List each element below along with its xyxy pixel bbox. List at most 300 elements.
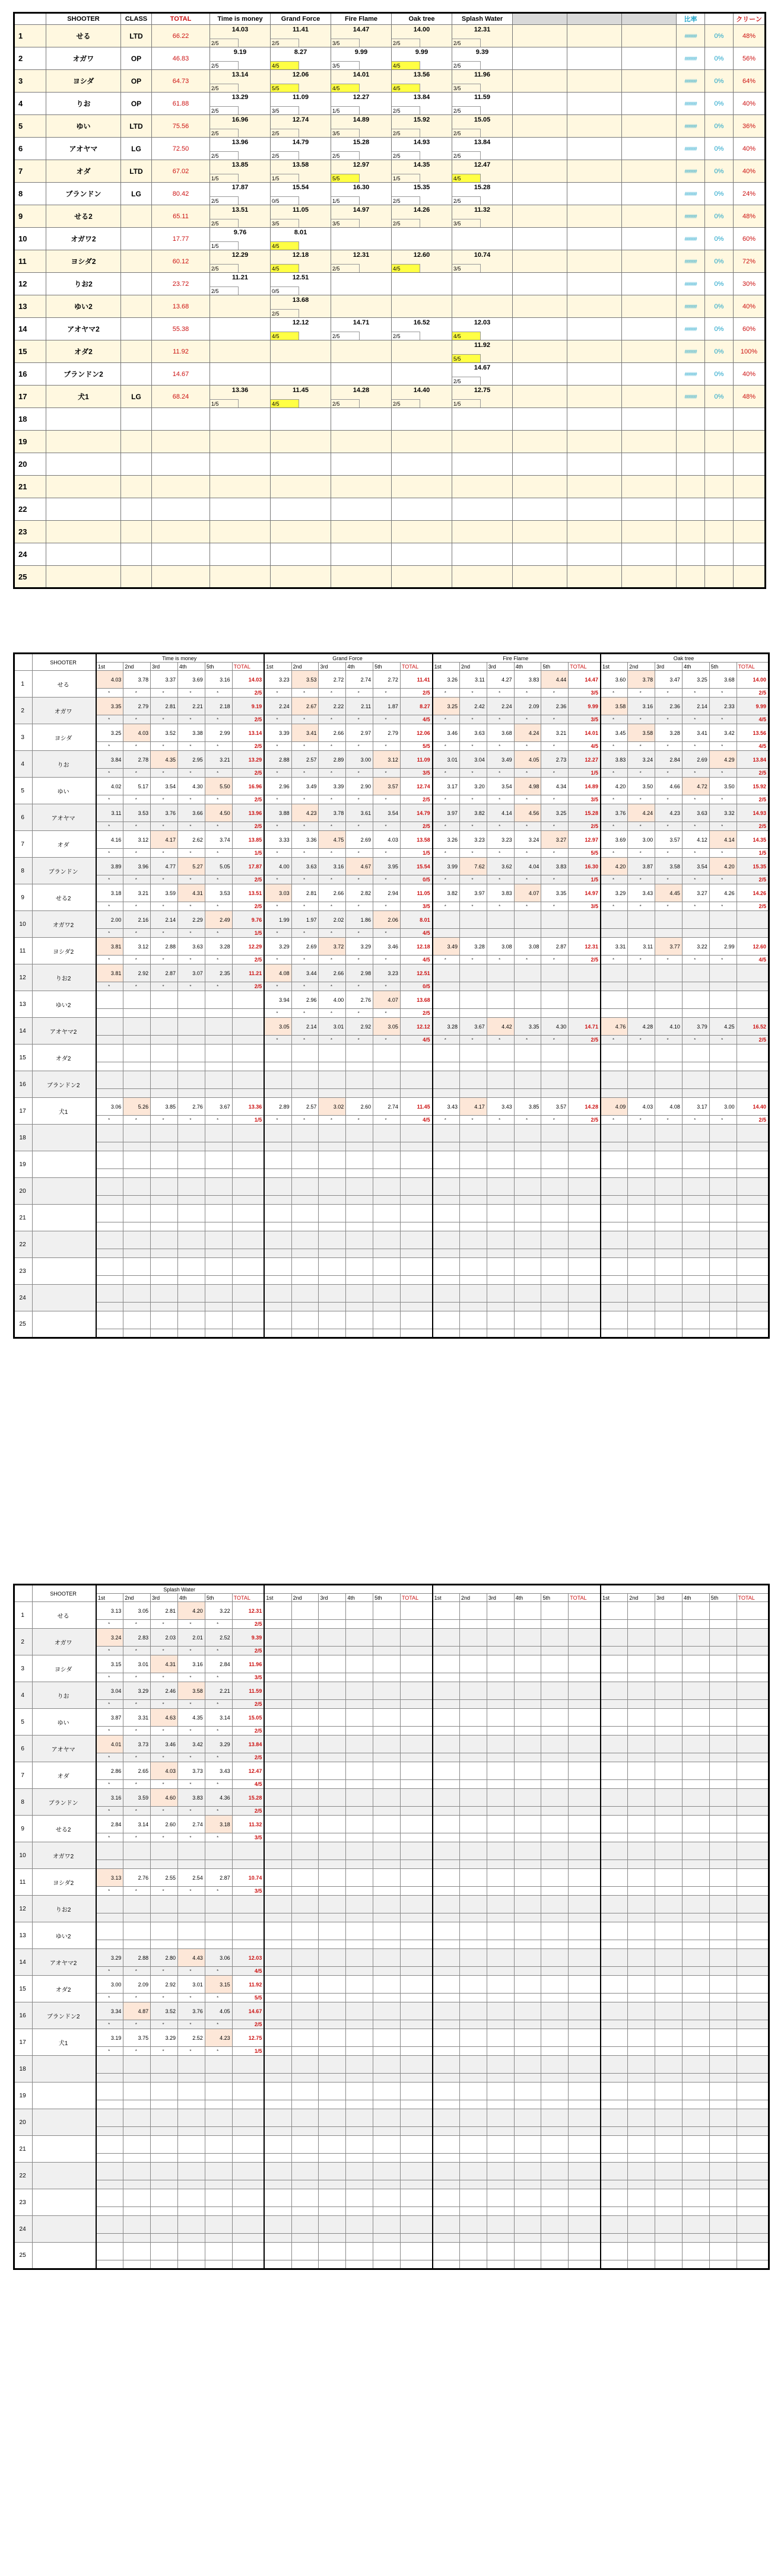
shot-marker [373, 2154, 401, 2163]
shot-time: 2.92 [346, 1018, 373, 1036]
shot-marker [459, 1062, 487, 1071]
shot-marker: * [319, 769, 346, 778]
stage-total [569, 2163, 601, 2180]
shot-marker: * [123, 1807, 151, 1816]
shot-time: 2.79 [123, 698, 151, 715]
shot-time [487, 1311, 514, 1329]
stage-rank: 2/5 [232, 1807, 264, 1816]
shot-time [541, 2243, 569, 2260]
shot-time [601, 1869, 628, 1887]
shot-marker [319, 1222, 346, 1231]
stage-rank [569, 2047, 601, 2056]
shot-time [682, 1655, 709, 1673]
shot-time: 2.52 [205, 1629, 232, 1647]
stage-cell [331, 363, 392, 386]
shot-marker [291, 1142, 319, 1151]
stage-total [569, 1816, 601, 1833]
shot-marker: * [346, 1036, 373, 1045]
stage-total: 11.92 [232, 1976, 264, 1994]
shooter-name: ゆい [33, 1709, 96, 1736]
shot-marker: * [433, 875, 460, 884]
shot-marker [601, 2047, 628, 2056]
stage-rank: 1/5 [210, 399, 239, 407]
stage-rank [569, 2100, 601, 2109]
shot-marker [601, 929, 628, 938]
table-row-sub [14, 1727, 769, 1736]
shot-time: 2.14 [291, 1018, 319, 1036]
stage-total: 13.96 [232, 804, 264, 822]
shot-time [514, 1682, 541, 1700]
shot-time [433, 1655, 460, 1673]
shot-time [682, 964, 709, 982]
shot-marker [151, 1169, 178, 1178]
shot-marker [151, 1009, 178, 1018]
shot-time: 4.98 [514, 778, 541, 795]
total-time: 60.12 [152, 250, 210, 273]
shot-marker [319, 1807, 346, 1816]
shot-time [487, 1976, 514, 1994]
shot-time: 3.50 [628, 778, 655, 795]
shot-marker [601, 2020, 628, 2029]
shot-time [709, 991, 737, 1009]
shot-time [601, 1682, 628, 1700]
shot-time [682, 1071, 709, 1089]
header-col: 5th [541, 663, 569, 671]
shot-time: 3.87 [96, 1709, 123, 1727]
stage-total [737, 1231, 769, 1249]
shot-marker [541, 1620, 569, 1629]
shot-marker: * [346, 715, 373, 724]
shot-marker: * [346, 956, 373, 964]
shot-marker: * [346, 822, 373, 831]
shot-time [655, 1949, 683, 1967]
stage-cell [331, 115, 392, 138]
shot-time: 2.55 [151, 1869, 178, 1887]
stage-total [737, 2109, 769, 2127]
shot-marker: * [373, 795, 401, 804]
stage-total [232, 2056, 264, 2074]
shot-time [151, 1311, 178, 1329]
shot-time: 3.63 [682, 804, 709, 822]
stage-rank: 2/5 [737, 822, 769, 831]
shot-marker [319, 1062, 346, 1071]
header-col: 2nd [123, 663, 151, 671]
stage-total [232, 1151, 264, 1169]
shot-time [459, 2029, 487, 2047]
shot-marker [433, 2180, 460, 2189]
stage-total [232, 2243, 264, 2260]
shot-marker: * [264, 715, 291, 724]
shot-marker [123, 2260, 151, 2269]
stage-cell [210, 70, 271, 93]
shot-marker [459, 1967, 487, 1976]
shooter-class [121, 498, 152, 521]
total-time: 17.77 [152, 228, 210, 250]
stage-total [737, 1071, 769, 1089]
shot-marker [96, 2154, 123, 2163]
shot-marker: * [178, 1700, 205, 1709]
shot-marker [628, 982, 655, 991]
stage-rank [400, 2207, 432, 2216]
shot-time [514, 1976, 541, 1994]
shot-marker [514, 2127, 541, 2136]
blank-cell [513, 93, 567, 115]
shot-marker [682, 1860, 709, 1869]
shot-time [655, 911, 683, 929]
shot-time [319, 1762, 346, 1780]
shot-marker: * [514, 956, 541, 964]
shot-marker: * [541, 715, 569, 724]
shot-marker [459, 1700, 487, 1709]
header-col: TOTAL [569, 1594, 601, 1602]
stage-total: 9.19 [232, 698, 264, 715]
table-row-sub [14, 1620, 769, 1629]
shot-time: 3.66 [178, 804, 205, 822]
row-number: 1 [14, 1602, 33, 1629]
shot-time [682, 1842, 709, 1860]
shot-marker [346, 1700, 373, 1709]
shot-marker [459, 1940, 487, 1949]
shot-marker [709, 2234, 737, 2243]
stage-cell [271, 70, 331, 93]
overflow-cell: ##### [677, 318, 705, 340]
shot-marker: * [291, 769, 319, 778]
shot-marker [123, 1222, 151, 1231]
stage-time: 14.01 [353, 71, 370, 78]
stage-total [737, 2083, 769, 2100]
shot-time [291, 1736, 319, 1753]
shot-marker [682, 1807, 709, 1816]
stage-total [400, 1976, 432, 1994]
shot-time [123, 991, 151, 1009]
shot-time [682, 2136, 709, 2154]
shot-time [709, 2109, 737, 2127]
clean-cell: 40% [734, 363, 766, 386]
stage-time: 12.18 [292, 251, 309, 259]
shot-marker: * [541, 769, 569, 778]
shot-marker [96, 2234, 123, 2243]
table-row-sub [14, 849, 769, 858]
shot-marker [178, 1009, 205, 1018]
shot-time: 4.20 [178, 1602, 205, 1620]
shooter-name: 犬1 [46, 386, 121, 408]
stage-time: 9.99 [415, 49, 428, 56]
shot-time [433, 2243, 460, 2260]
shot-marker [151, 1062, 178, 1071]
shot-time: 1.87 [373, 698, 401, 715]
total-time: 13.68 [152, 295, 210, 318]
shot-time [373, 1736, 401, 1753]
shot-marker [373, 1276, 401, 1285]
shot-time [514, 911, 541, 929]
shot-time [319, 1285, 346, 1303]
row-number: 24 [14, 1285, 33, 1311]
shot-marker [709, 2047, 737, 2056]
shot-marker [319, 1833, 346, 1842]
overflow-cell [677, 566, 705, 588]
shot-marker [319, 2154, 346, 2163]
shot-time [487, 2109, 514, 2127]
shot-time [373, 2163, 401, 2180]
stage-time: 15.28 [353, 139, 370, 146]
shot-time [601, 1311, 628, 1329]
header-stage-name: Fire Flame [433, 654, 601, 663]
stage-rank: 5/5 [569, 849, 601, 858]
shot-marker [459, 2100, 487, 2109]
shot-time [346, 1231, 373, 1249]
overflow-cell: ##### [677, 386, 705, 408]
shot-marker [682, 1196, 709, 1205]
stage-rank: 3/5 [452, 264, 481, 272]
shot-time [682, 1125, 709, 1142]
shot-time: 4.24 [628, 804, 655, 822]
shooter-class: OP [121, 93, 152, 115]
stage-time: 15.92 [413, 116, 430, 123]
header-stage: Grand Force [271, 13, 331, 25]
row-number: 18 [14, 408, 46, 431]
shot-marker: * [96, 1807, 123, 1816]
shot-marker: * [459, 1116, 487, 1125]
table-row-sub [14, 1833, 769, 1842]
shooter-name: ヨシダ [33, 724, 96, 751]
shot-time [514, 1045, 541, 1062]
shooter-class: LG [121, 138, 152, 160]
stage-total [232, 1018, 264, 1036]
stage-total [569, 1602, 601, 1620]
shot-marker [433, 1940, 460, 1949]
table-row-sub [14, 1940, 769, 1949]
ratio-cell: 0% [705, 228, 734, 250]
stage-total [400, 1629, 432, 1647]
shot-time [96, 1125, 123, 1142]
stage-cell [210, 543, 271, 566]
stage-rank: 2/5 [400, 795, 432, 804]
shot-time [655, 1709, 683, 1727]
ratio-cell: 0% [705, 250, 734, 273]
shot-time: 3.58 [178, 1682, 205, 1700]
stage-total [737, 1205, 769, 1222]
shot-marker [541, 1727, 569, 1736]
shot-marker: * [123, 795, 151, 804]
shot-time [291, 1682, 319, 1700]
shot-time [291, 1045, 319, 1062]
shot-time: 4.03 [373, 831, 401, 849]
shot-marker [682, 1913, 709, 1922]
shot-time [373, 2243, 401, 2260]
shot-marker [433, 1860, 460, 1869]
stage-rank: 3/5 [331, 219, 360, 227]
shot-time [709, 1976, 737, 1994]
shot-marker: * [123, 982, 151, 991]
shot-time: 4.43 [178, 1949, 205, 1967]
stage-cell [210, 386, 271, 408]
shot-time [264, 1178, 291, 1196]
shot-time [178, 2056, 205, 2074]
shot-marker: * [96, 1116, 123, 1125]
shot-marker: * [178, 689, 205, 698]
stage-total [400, 1258, 432, 1276]
shot-marker [601, 1062, 628, 1071]
shot-time [291, 2109, 319, 2127]
shot-time [373, 1285, 401, 1303]
shot-time [682, 2243, 709, 2260]
stage-cell [271, 183, 331, 205]
shot-marker: * [373, 1116, 401, 1125]
shot-marker [291, 1169, 319, 1178]
shot-time: 3.24 [96, 1629, 123, 1647]
shot-time [205, 1125, 232, 1142]
shot-time [433, 1869, 460, 1887]
stage-time: 12.27 [353, 94, 370, 101]
detail-sheet-1 [13, 652, 770, 1339]
stage-rank [400, 2154, 432, 2163]
table-row [14, 911, 769, 929]
shot-marker: * [264, 956, 291, 964]
shot-time [291, 1071, 319, 1089]
stage-total [569, 1655, 601, 1673]
stage-total [737, 1762, 769, 1780]
shot-time [319, 1949, 346, 1967]
stage-total: 16.52 [737, 1018, 769, 1036]
shot-time: 4.34 [541, 778, 569, 795]
blank-cell [513, 70, 567, 93]
row-number: 16 [14, 363, 46, 386]
shot-marker [655, 2234, 683, 2243]
stage-total [569, 2136, 601, 2154]
shot-marker [487, 1780, 514, 1789]
stage-time: 14.28 [353, 387, 370, 394]
stage-rank: 4/5 [232, 1967, 264, 1976]
stage-cell [452, 431, 513, 453]
shot-time [541, 991, 569, 1009]
row-number: 21 [14, 1205, 33, 1231]
stage-total: 12.18 [400, 938, 432, 956]
overflow-cell: ##### [677, 205, 705, 228]
shot-time [291, 1842, 319, 1860]
shot-time [459, 1071, 487, 1089]
shot-time [178, 1125, 205, 1142]
stage-rank: 2/5 [392, 399, 420, 407]
stage-rank: 2/5 [232, 769, 264, 778]
shot-marker [601, 2127, 628, 2136]
shooter-name: りお2 [33, 1896, 96, 1922]
shot-time: 3.79 [682, 1018, 709, 1036]
blank-cell [622, 250, 677, 273]
shot-time [264, 1045, 291, 1062]
shot-marker: * [178, 795, 205, 804]
stage-rank: 3/5 [400, 769, 432, 778]
shooter-name: ゆい [46, 115, 121, 138]
shot-marker: * [151, 1887, 178, 1896]
shot-marker [433, 1196, 460, 1205]
shot-time [433, 1125, 460, 1142]
shot-time [487, 1045, 514, 1062]
total-time [152, 498, 210, 521]
shot-time [264, 1205, 291, 1222]
total-time: 72.50 [152, 138, 210, 160]
stage-rank [737, 982, 769, 991]
shot-marker: * [628, 956, 655, 964]
shooter-name [33, 2136, 96, 2163]
shot-time [373, 1231, 401, 1249]
shot-marker [264, 1887, 291, 1896]
shot-marker [628, 1276, 655, 1285]
shot-marker: * [123, 689, 151, 698]
stage-total: 14.28 [569, 1098, 601, 1116]
stage-total [232, 1071, 264, 1089]
shot-time: 4.09 [601, 1098, 628, 1116]
stage-rank: 1/5 [210, 241, 239, 250]
shot-marker [655, 1887, 683, 1896]
stage-rank [737, 1833, 769, 1842]
header-shooter: SHOOTER [33, 1585, 96, 1602]
shot-time [433, 1709, 460, 1727]
shot-marker: * [178, 1994, 205, 2002]
shot-time: 3.61 [346, 804, 373, 822]
shot-time [655, 1682, 683, 1700]
shot-marker [514, 1967, 541, 1976]
stage-rank [737, 1887, 769, 1896]
shot-marker: * [178, 1887, 205, 1896]
shot-marker [291, 1940, 319, 1949]
stage-rank [400, 2180, 432, 2189]
table-row-sub [14, 1036, 769, 1045]
shot-marker: * [433, 902, 460, 911]
stage-rank [569, 1860, 601, 1869]
shot-time: 3.44 [291, 964, 319, 982]
stage-total [737, 1949, 769, 1967]
shot-marker [541, 2180, 569, 2189]
stage-cell [331, 228, 392, 250]
row-number: 1 [14, 25, 46, 47]
stage-total [400, 1896, 432, 1913]
blank-cell [567, 386, 622, 408]
shot-marker: * [319, 795, 346, 804]
shot-marker: * [709, 875, 737, 884]
stage-total: 17.87 [232, 858, 264, 875]
shot-time [433, 1842, 460, 1860]
shot-marker [346, 2260, 373, 2269]
shot-marker: * [264, 1116, 291, 1125]
shot-time: 3.21 [541, 724, 569, 742]
shot-time: 3.13 [96, 1602, 123, 1620]
shot-time [628, 2136, 655, 2154]
shot-time [96, 2189, 123, 2207]
shot-time [346, 1655, 373, 1673]
shooter-class: LG [121, 386, 152, 408]
shot-marker: * [205, 956, 232, 964]
shot-time [541, 1285, 569, 1303]
shooter-name: アオヤマ2 [33, 1018, 96, 1045]
shot-marker [205, 2207, 232, 2216]
shot-marker [319, 2100, 346, 2109]
shot-time: 3.97 [433, 804, 460, 822]
total-time [152, 521, 210, 543]
row-number: 4 [14, 1682, 33, 1709]
shot-time: 3.41 [291, 724, 319, 742]
stage-cell [271, 340, 331, 363]
shot-marker [514, 1673, 541, 1682]
stage-rank [232, 1036, 264, 1045]
shot-time [459, 991, 487, 1009]
shot-marker [459, 1780, 487, 1789]
shot-marker [96, 1009, 123, 1018]
shot-time: 1.86 [346, 911, 373, 929]
shot-time [487, 2163, 514, 2180]
shot-time [178, 2189, 205, 2207]
shot-time [541, 1629, 569, 1647]
shooter-name: りお [46, 93, 121, 115]
